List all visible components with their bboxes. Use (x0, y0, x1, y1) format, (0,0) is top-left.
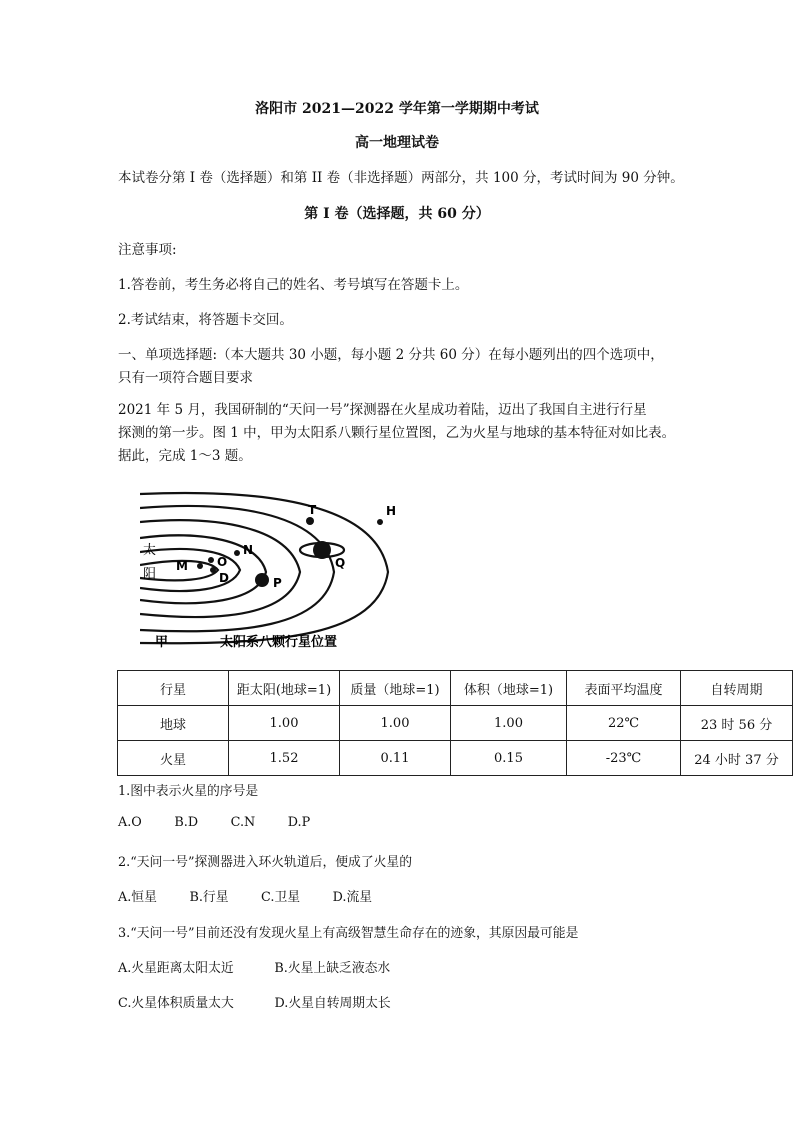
exam-subtitle: 高一地理试卷 (355, 135, 439, 151)
table-row (118, 741, 793, 776)
planet-d-dot (210, 567, 216, 573)
table-header-cell: 表面平均温度 (567, 671, 681, 706)
planet-q-dot (313, 541, 331, 559)
planet-t-dot (306, 517, 314, 525)
figure-caption-left: 甲 (155, 635, 169, 650)
table-row (118, 706, 793, 741)
figure-caption-right: 太阳系八颗行星位置 (220, 635, 338, 650)
table-cell: 1.00 (451, 706, 567, 741)
question-1-stem: 1.图中表示火星的序号是 (118, 784, 259, 799)
table-header-cell: 自转周期 (681, 671, 793, 706)
table-header-cell: 质量（地球=1) (340, 671, 451, 706)
sun-label-2: 阳 (143, 567, 157, 582)
passage-line1: 2021 年 5 月，我国研制的“天问一号”探测器在火星成功着陆，迈出了我国自主进行行星 (118, 402, 647, 418)
table-header-cell: 行星 (118, 671, 229, 706)
planet-label-h: H (386, 504, 397, 518)
planet-label-o: O (217, 555, 228, 569)
table-cell: 1.00 (340, 706, 451, 741)
table-cell: 24 小时 37 分 (681, 741, 793, 776)
table-header-row (118, 671, 793, 706)
planet-label-q: Q (335, 556, 346, 570)
planet-label-p: P (273, 576, 282, 590)
table-cell: 1.52 (229, 741, 340, 776)
table-cell: 0.15 (451, 741, 567, 776)
table-cell: 22℃ (567, 706, 681, 741)
table-header-cell: 距太阳(地球=1) (229, 671, 340, 706)
planet-label-n: N (243, 543, 254, 557)
planet-h-dot (377, 519, 383, 525)
question-3-options-line1: A.火星距离太阳太近 B.火星上缺乏液态水 (118, 961, 391, 976)
solar-system-figure (140, 490, 440, 650)
planet-m-dot (197, 563, 203, 569)
question-3-stem: 3.“天问一号”目前还没有发现火星上有高级智慧生命存在的迹象，其原因最可能是 (118, 926, 579, 941)
section-title: 第 I 卷（选择题，共 60 分） (304, 206, 490, 222)
passage-line3: 据此，完成 1～3 题。 (118, 448, 252, 464)
question-2-stem: 2.“天问一号”探测器进入环火轨道后，便成了火星的 (118, 855, 413, 870)
planet-label-m: M (176, 559, 188, 573)
question-1-options: A.O B.D C.N D.P (118, 815, 311, 830)
table-cell: 0.11 (340, 741, 451, 776)
question-3-options-line2: C.火星体积质量太大 D.火星自转周期太长 (118, 996, 391, 1011)
part1-instruction-line1: 一、单项选择题:（本大题共 30 小题，每小题 2 分共 60 分）在每小题列出的四个选项中， (118, 347, 664, 363)
note-item-1: 1.答卷前，考生务必将自己的姓名、考号填写在答题卡上。 (118, 277, 469, 293)
exam-title: 洛阳市 2021—2022 学年第一学期期中考试 (255, 101, 539, 117)
planet-label-d: D (219, 571, 229, 585)
table-cell: 火星 (118, 741, 229, 776)
passage-line2: 探测的第一步。图 1 中，甲为太阳系八颗行星位置图，乙为火星与地球的基本特征对如比表。 (118, 425, 676, 441)
table-cell: 地球 (118, 706, 229, 741)
table-cell: 23 时 56 分 (681, 706, 793, 741)
planet-n-dot (234, 550, 240, 556)
planet-label-t: T (308, 503, 317, 517)
notes-heading: 注意事项: (118, 242, 177, 258)
table-cell: 1.00 (229, 706, 340, 741)
planet-o-dot (208, 557, 214, 563)
part1-instruction-line2: 只有一项符合题目要求 (118, 370, 253, 386)
planet-p-dot (255, 573, 269, 587)
table-cell: -23℃ (567, 741, 681, 776)
table-header-cell: 体积（地球=1) (451, 671, 567, 706)
planet-comparison-table (117, 670, 793, 776)
exam-intro: 本试卷分第 I 卷（选择题）和第 II 卷（非选择题）两部分，共 100 分，考试时间为 90 分钟。 (118, 170, 684, 186)
sun-label-1: 太 (143, 543, 157, 558)
note-item-2: 2.考试结束，将答题卡交回。 (118, 312, 293, 328)
question-2-options: A.恒星 B.行星 C.卫星 D.流星 (118, 890, 373, 905)
